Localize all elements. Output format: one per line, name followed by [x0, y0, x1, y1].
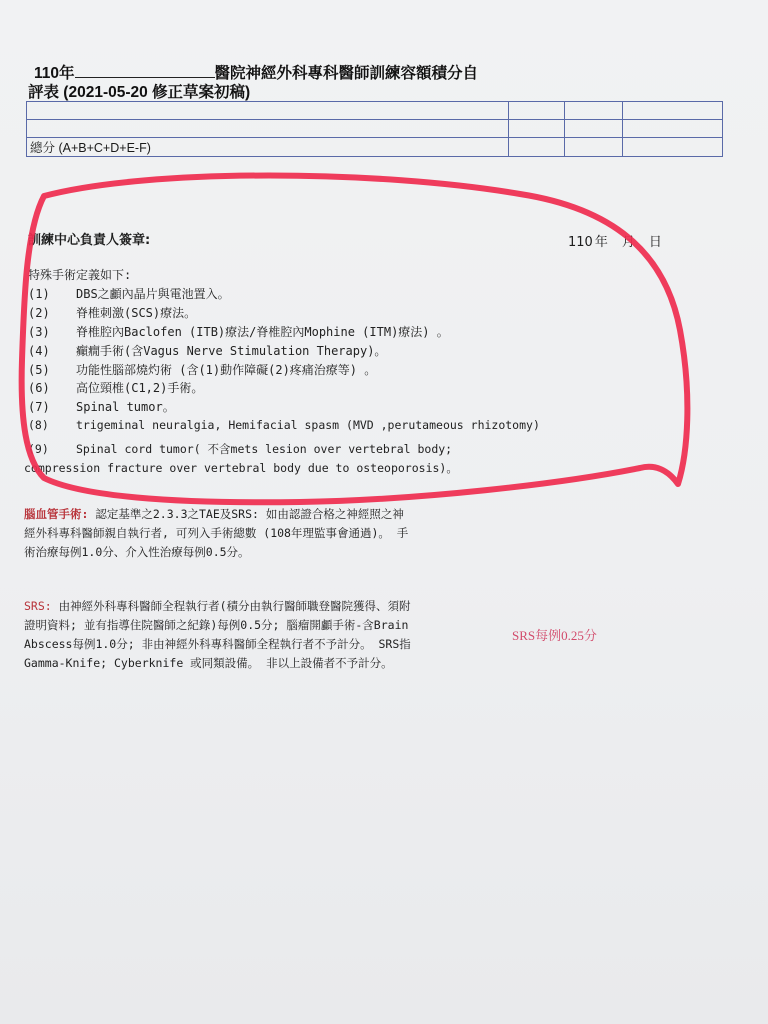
cerebrovascular-line-2: 經外科專科醫師親自執行者, 可列入手術總數 (108年理監事會通過)。 手 [24, 526, 409, 540]
srs-line-3: Abscess每例1.0分; 非由神經外科專科醫師全程執行者不予計分。 SRS指 [24, 637, 411, 651]
srs-label: SRS: [24, 599, 52, 613]
signature-date [568, 231, 662, 250]
table-row [27, 102, 723, 120]
list-item: (3) 脊椎腔內Baclofen (ITB)療法/脊椎腔內Mophine (ITM)療法) 。 [28, 325, 449, 339]
list-item: (6) 高位頸椎(C1,2)手術。 [28, 381, 204, 395]
srs-line-4: Gamma-Knife; Cyberknife 或同類設備。 非以上設備者不予計分。 [24, 656, 393, 670]
list-item: (1) DBS之顱內晶片與電池置入。 [28, 287, 230, 301]
signature-label: 訓練中心負責人簽章: [28, 233, 151, 248]
list-item: (9) Spinal cord tumor( 不含mets lesion over vertebral body; [28, 442, 453, 456]
list-item: (5) 功能性腦部燒灼術 (含(1)動作障礙(2)疼痛治療等) 。 [28, 363, 377, 377]
date-day: 日 [648, 235, 662, 250]
list-item: (7) Spinal tumor。 [28, 400, 175, 414]
table-row-total [27, 138, 723, 157]
cerebrovascular-line-3: 術治療每例1.0分、介入性治療每例0.5分。 [24, 545, 250, 559]
table-row [27, 120, 723, 138]
date-year-suffix: 年 [594, 235, 608, 250]
title-suffix: 醫院神經外科專科醫師訓練容額積分自 [214, 65, 479, 82]
special-surgery-heading: 特殊手術定義如下: [28, 268, 132, 282]
total-score-label: 總分 (A+B+C+D+E-F) [27, 138, 509, 157]
list-item: (4) 癲癇手術(含Vagus Nerve Stimulation Therapy)。 [28, 344, 387, 358]
date-year: 110 [568, 235, 593, 250]
srs-line-1: SRS: 由神經外科專科醫師全程執行者(積分由執行醫師職登醫院獲得、須附 [24, 599, 411, 613]
score-table [26, 101, 723, 157]
srs-line-2: 證明資料; 並有指導住院醫師之紀錄)每例0.5分; 腦瘤開顱手術-含Brain [24, 618, 409, 632]
srs-handwritten-note: SRS每例0.25分 [512, 628, 597, 643]
document-title [34, 64, 478, 83]
list-item-continuation: compression fracture over vertebral body due to osteoporosis)。 [24, 461, 458, 475]
cerebrovascular-line-1: 腦血管手術: 認定基準之2.3.3之TAE及SRS: 如由認證合格之神經照之神 [24, 507, 404, 521]
title-year: 110年 [34, 65, 75, 82]
cerebrovascular-label: 腦血管手術: [24, 507, 89, 521]
date-month: 月 [621, 235, 635, 250]
hospital-name-blank [75, 64, 215, 78]
list-item: (8) trigeminal neuralgia, Hemifacial spasm (MVD ,perutameous rhizotomy) [28, 418, 540, 432]
list-item: (2) 脊椎刺激(SCS)療法。 [28, 306, 197, 320]
document-subtitle: 評表 (2021-05-20 修正草案初稿) [28, 84, 251, 101]
